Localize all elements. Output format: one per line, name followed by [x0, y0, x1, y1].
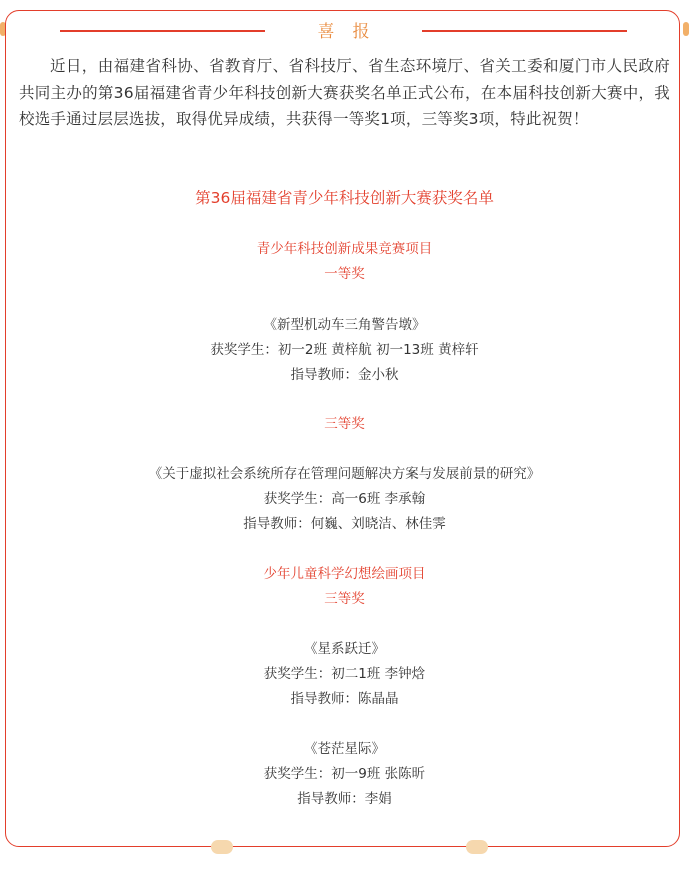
work-title: 《苍茫星际》 [304, 741, 385, 757]
frame-decoration-dot [466, 840, 488, 854]
page-title: 喜报 [317, 22, 388, 42]
student-line: 获奖学生：高一6班 李承翰 [263, 491, 426, 507]
header-divider-right [422, 30, 627, 32]
category-title: 青少年科技创新成果竞赛项目 [256, 241, 433, 257]
student-line: 获奖学生：初一9班 张陈昕 [263, 766, 426, 782]
teacher-line: 指导教师：金小秋 [290, 367, 399, 383]
award-level: 三等奖 [324, 416, 365, 432]
category-title: 少年儿童科学幻想绘画项目 [263, 566, 426, 582]
student-line: 获奖学生：初二1班 李钟焓 [263, 666, 426, 682]
teacher-line: 指导教师：李娟 [297, 791, 392, 807]
announcement-header [0, 16, 689, 46]
frame-decoration-dot [211, 840, 233, 854]
header-divider-left [60, 30, 265, 32]
work-title: 《新型机动车三角警告墩》 [263, 317, 426, 333]
award-level: 一等奖 [324, 266, 365, 282]
work-title: 《关于虚拟社会系统所存在管理问题解决方案与发展前景的研究》 [148, 466, 541, 482]
list-title: 第36届福建省青少年科技创新大赛获奖名单 [195, 189, 494, 207]
student-line: 获奖学生：初一2班 黄梓航 初一13班 黄梓轩 [210, 342, 479, 358]
award-level: 三等奖 [324, 591, 365, 607]
teacher-line: 指导教师：何巍、刘晓洁、林佳霁 [243, 516, 446, 532]
work-title: 《星系跃迁》 [304, 641, 385, 657]
intro-paragraph: 近日，由福建省科协、省教育厅、省科技厅、省生态环境厅、省关工委和厦门市人民政府共同主办的第36届福建省青少年科技创新大赛获奖名单正式公布，在本届科技创新大赛中，我校选手通过层层选拔，取得优异成绩，共获得一等奖1项，三等奖3项，特此祝贺！ [19, 57, 670, 128]
teacher-line: 指导教师：陈晶晶 [290, 691, 399, 707]
